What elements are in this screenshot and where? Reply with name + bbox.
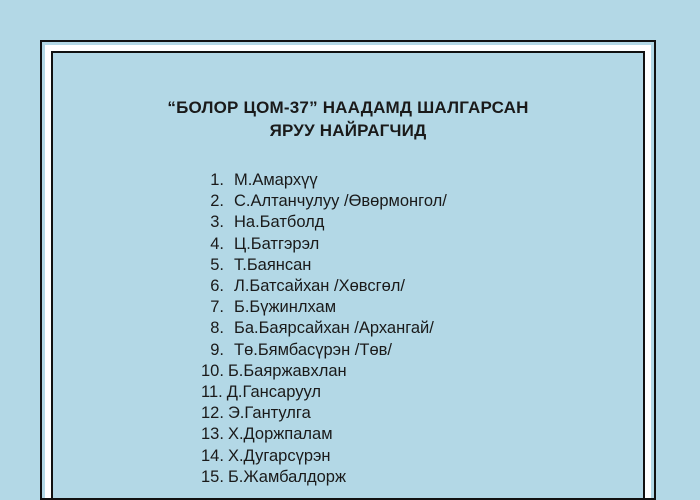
list-item (201, 403, 447, 424)
list-item (201, 382, 447, 403)
list-item-number: 4. (210, 234, 224, 253)
poet-name: Б.Баяржавхлан (227, 361, 347, 380)
poet-name: Т.Баянсан (234, 255, 312, 274)
list-item-number: 7. (210, 298, 224, 317)
poet-name: Х.Доржпалам (227, 425, 333, 444)
list-item (201, 191, 447, 212)
list-item-number: 13. (201, 425, 224, 444)
list-item (201, 255, 447, 276)
list-item-number: 9. (210, 340, 224, 359)
list-item (201, 276, 447, 297)
list-item-number: 11. (201, 383, 223, 402)
list-item (201, 340, 447, 361)
poet-name: Э.Гантулга (227, 404, 311, 423)
frame-inner-border (51, 51, 645, 498)
document-frame (40, 40, 656, 500)
frame-white-border (45, 45, 651, 498)
poet-name: Х.Дугарсүрэн (227, 446, 331, 465)
list-item-number: 10. (201, 361, 224, 380)
list-item-number: 14. (201, 446, 224, 465)
poet-name: М.Амархүү (234, 171, 318, 189)
poet-name: Ц.Батгэрэл (234, 234, 320, 253)
list-item (201, 424, 447, 445)
list-item (201, 170, 447, 191)
list-item-number: 8. (210, 319, 224, 338)
poet-name: Ба.Баярсайхан /Архангай/ (234, 319, 434, 338)
poet-list (201, 170, 447, 488)
document-title (53, 96, 643, 142)
poet-name: Тө.Бямбасүрэн /Төв/ (234, 340, 392, 359)
list-item (201, 467, 447, 488)
list-item-number: 1. (210, 171, 224, 189)
list-item-number: 6. (210, 277, 224, 296)
list-item-number: 5. (210, 255, 224, 274)
poet-name: На.Батболд (234, 213, 325, 232)
poet-name: С.Алтанчулуу /Өвөрмонгол/ (234, 192, 447, 211)
title-line-2: ЯРУУ НАЙРАГЧИД (269, 121, 427, 140)
list-item (201, 234, 447, 255)
list-item (201, 361, 447, 382)
list-item-number: 12. (201, 404, 224, 423)
list-item (201, 318, 447, 339)
poet-name: Б.Бүжинлхам (234, 298, 337, 317)
poet-name: Д.Гансаруул (226, 383, 321, 402)
list-item (201, 297, 447, 318)
list-item-number: 3. (210, 213, 224, 232)
poet-name: Б.Жамбалдорж (227, 467, 346, 486)
list-item (201, 212, 447, 233)
list-item-number: 2. (210, 192, 224, 211)
poet-name: Л.Батсайхан /Хөвсгөл/ (234, 277, 406, 296)
title-line-1: “БОЛОР ЦОМ-37” НААДАМД ШАЛГАРСАН (167, 98, 529, 117)
list-item-number: 15. (201, 467, 224, 486)
list-item (201, 446, 447, 467)
